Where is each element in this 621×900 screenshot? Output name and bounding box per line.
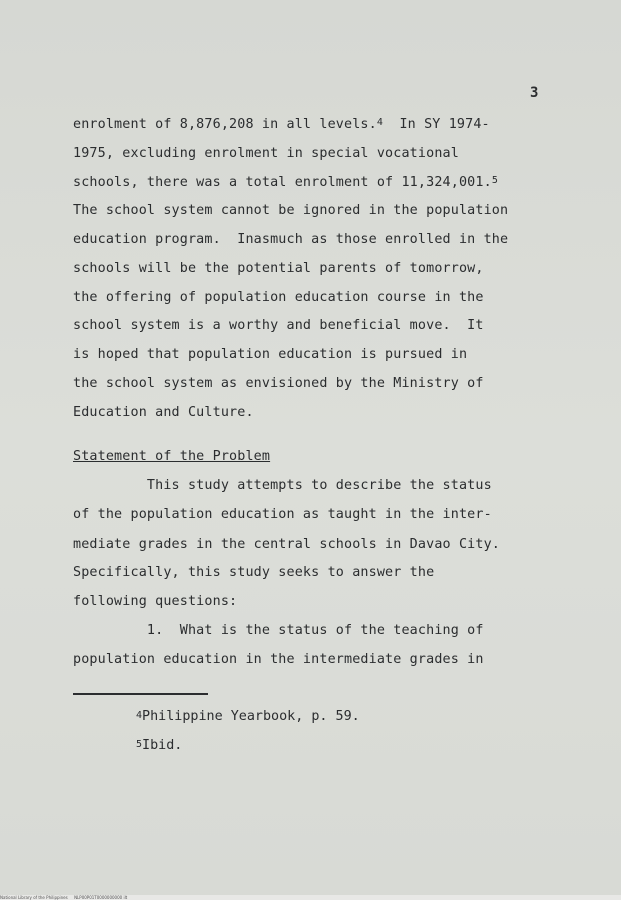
section-heading: Statement of the Problem xyxy=(73,449,271,464)
text-line: schools will be the potential parents of tomorrow, xyxy=(73,261,484,276)
text-line: the school system as envisioned by the Ministry of xyxy=(73,376,484,391)
text-line: of the population education as taught in the inter- xyxy=(73,507,492,522)
text-line: 1975, excluding enrolment in special vocational xyxy=(73,146,459,161)
text-line: population education in the intermediate grades in xyxy=(73,652,484,667)
text-line: the offering of population education course in the xyxy=(73,290,484,305)
footnote: $^5$Ibid. xyxy=(136,738,183,753)
scan-footer: National Library of the Philippines NLP00P01T0000000000 ilt xyxy=(0,895,621,900)
text-line: school system is a worthy and beneficial move. It xyxy=(73,318,484,333)
footnote-divider xyxy=(73,693,208,695)
text-line: This study attempts to describe the status xyxy=(73,478,492,493)
text-line: enrolment of 8,876,208 in all levels.$^4$ In SY 1974- xyxy=(73,117,490,132)
footnote-ref-5: 5 xyxy=(491,175,498,186)
text-line: schools, there was a total enrolment of 11,324,001.$^5$ xyxy=(73,175,498,190)
text-line: following questions: xyxy=(73,594,238,609)
footnote-ref-4: 4 xyxy=(376,117,384,128)
text-line: is hoped that population education is pursued in xyxy=(73,347,468,362)
text-line: mediate grades in the central schools in Davao City. xyxy=(73,537,501,552)
page-number: 3 xyxy=(530,85,539,101)
list-item: 1. What is the status of the teaching of xyxy=(73,623,484,638)
text-line: Specifically, this study seeks to answer the xyxy=(73,565,435,580)
text-line: The school system cannot be ignored in the population xyxy=(73,203,509,218)
text-line: Education and Culture. xyxy=(73,405,254,420)
text-line: education program. Inasmuch as those enrolled in the xyxy=(73,232,509,247)
footnote: $^4$Philippine Yearbook, p. 59. xyxy=(136,709,360,724)
